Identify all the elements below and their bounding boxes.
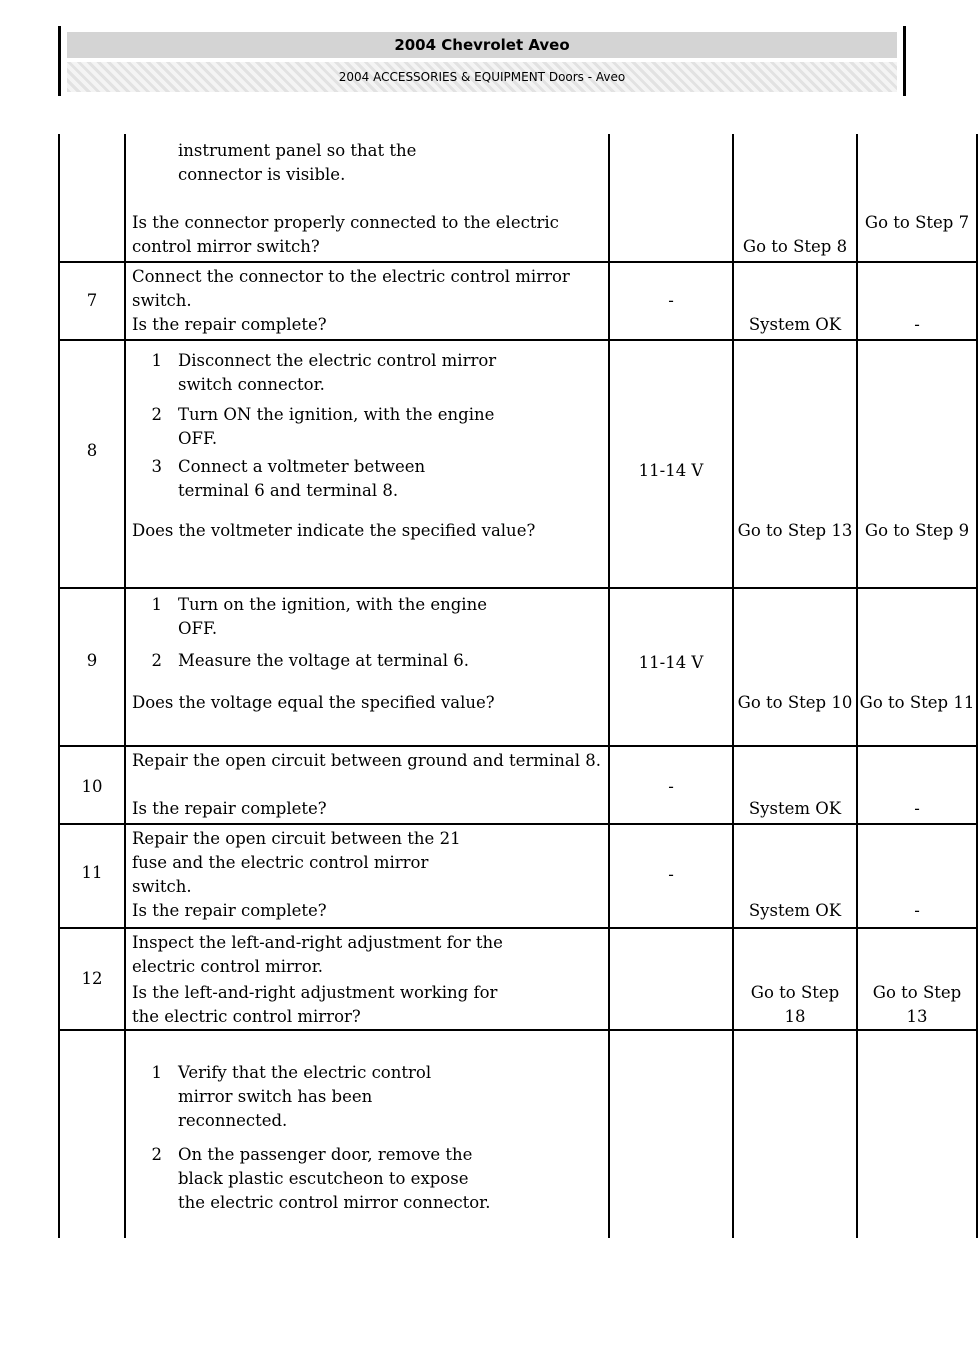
table-row [59, 928, 977, 1030]
item-number: 1 [151, 1063, 162, 1082]
action-text: Repair the open circuit between ground and terminal 8. [132, 751, 601, 770]
no-cell [857, 134, 977, 262]
question-text: Is the repair complete? [132, 315, 327, 334]
action-text: instrument panel so that the connector is visible. [178, 141, 417, 184]
no-text: Go to Step 9 [864, 521, 970, 540]
item-number: 2 [151, 405, 162, 424]
step-cell [59, 134, 125, 262]
item-text: Measure the voltage at terminal 6. [178, 651, 469, 670]
step-number: 11 [81, 863, 103, 882]
yes-text: System OK [748, 799, 842, 818]
yes-text: Go to Step 10 [737, 693, 853, 712]
yes-text: System OK [748, 901, 842, 920]
spec-value: 11-14 V [638, 461, 704, 480]
no-text: Go to Step 7 [864, 213, 970, 232]
item-text: On the passenger door, remove the black plastic escutcheon to expose the electric control mirror connector. [178, 1145, 491, 1212]
action-cell [125, 134, 609, 262]
question-text: Does the voltage equal the specified value? [132, 693, 495, 712]
item-number: 1 [151, 595, 162, 614]
table-row [59, 746, 977, 824]
action-text: Inspect the left-and-right adjustment for the electric control mirror. [132, 933, 503, 976]
spec-value: - [668, 865, 674, 884]
table-row [59, 262, 977, 340]
item-text: Turn on the ignition, with the engine OFF. [178, 595, 487, 638]
step-number: 7 [86, 291, 98, 310]
yes-text: Go to Step 8 [742, 237, 848, 256]
item-text: Disconnect the electric control mirror switch connector. [178, 351, 497, 394]
action-text: Connect the connector to the electric control mirror switch. [132, 267, 570, 310]
no-text: - [914, 799, 920, 818]
no-text: Go to Step 11 [859, 693, 975, 712]
yes-text: System OK [748, 315, 842, 334]
item-number: 2 [151, 651, 162, 670]
question-text: Is the left-and-right adjustment working for the electric control mirror? [132, 983, 498, 1026]
item-text: Connect a voltmeter between terminal 6 and terminal 8. [178, 457, 426, 500]
no-text: - [914, 901, 920, 920]
yes-text: Go to Step 18 [750, 983, 840, 1026]
action-text: Repair the open circuit between the 21 fuse and the electric control mirror switch. [132, 829, 461, 896]
question-text: Is the repair complete? [132, 799, 327, 818]
question-text: Is the repair complete? [132, 901, 327, 920]
value-cell [609, 134, 733, 262]
no-text: - [914, 315, 920, 334]
step-number: 12 [81, 969, 103, 988]
diagnostic-table [58, 134, 978, 1238]
yes-cell [733, 134, 857, 262]
item-number: 2 [151, 1145, 162, 1164]
spec-value: 11-14 V [638, 653, 704, 672]
no-text: Go to Step 13 [872, 983, 962, 1026]
document-header [58, 26, 906, 96]
step-number: 8 [86, 441, 98, 460]
table-row [59, 1030, 977, 1238]
step-number: 10 [81, 777, 103, 796]
table-row [59, 824, 977, 928]
spec-value: - [668, 291, 674, 310]
step-number: 9 [86, 651, 98, 670]
item-text: Turn ON the ignition, with the engine OFF. [178, 405, 495, 448]
yes-text: Go to Step 13 [737, 521, 853, 540]
item-number: 3 [151, 457, 162, 476]
question-text: Is the connector properly connected to the electric control mirror switch? [132, 213, 559, 256]
table-row [59, 134, 977, 262]
document-title: 2004 Chevrolet Aveo [67, 32, 897, 58]
item-number: 1 [151, 351, 162, 370]
spec-value: - [668, 777, 674, 796]
question-text: Does the voltmeter indicate the specified value? [132, 521, 536, 540]
document-subtitle: 2004 ACCESSORIES & EQUIPMENT Doors - Aveo [67, 62, 897, 92]
table-row [59, 340, 977, 588]
item-text: Verify that the electric control mirror switch has been reconnected. [178, 1063, 432, 1130]
table-row [59, 588, 977, 746]
